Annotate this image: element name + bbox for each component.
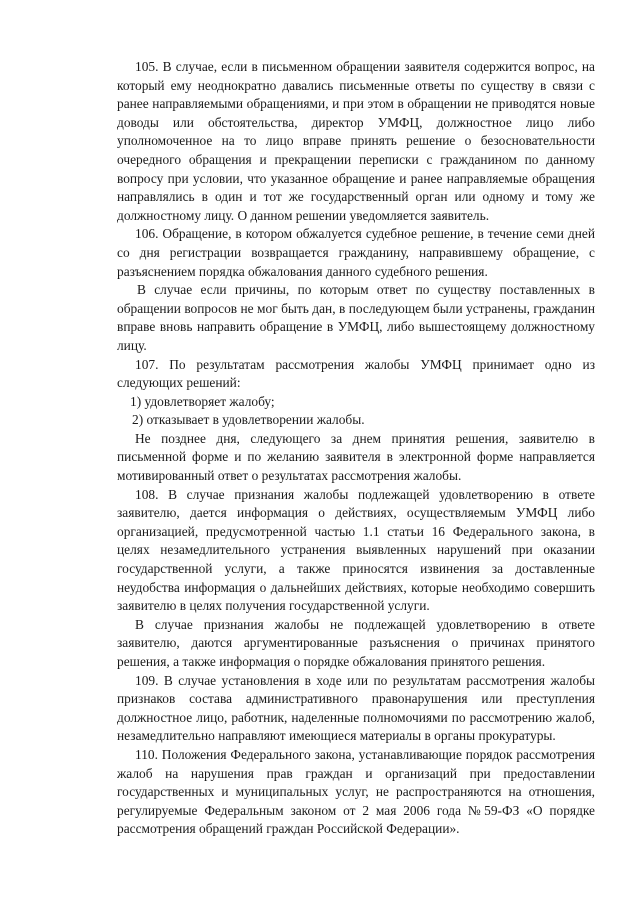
paragraph-106: 106. Обращение, в котором обжалуется судебное решение, в течение семи дней со дня регистрации возвращается гражданину, направившему обращение, с разъяснением порядка обжалования данного судебного решения. [117,226,595,279]
paragraph-108: 108. В случае признания жалобы подлежащей удовлетворению в ответе заявителю, дается информация о действиях, осуществляемым УМФЦ либо организацией, предусмотренной частью 1.1 статьи 16 Федерального закона, в целях незамедлительного устранения выявленных нарушений при оказании государственной услуги, а также приносятся извинения за доставленные неудобства информация о дальнейших действиях, которые необходимо совершить заявителю в целях получения государственной услуги. [117,486,595,614]
paragraph-105: 105. В случае, если в письменном обращении заявителя содержится вопрос, на который ему неоднократно давались письменные ответы по существу в связи с ранее направляемыми обращениями, и при этом в обращении не приводятся новые доводы или обстоятельства, директор УМФЦ, должностное лицо либо уполномоченное на то лицо вправе принять решение о безосновательности очередного обращения и прекращении переписки с гражданином по данному вопросу при условии, что указанное обращение и ранее направляемые обращения направлялись в один и тот же государственный орган или одному и тому же должностному лицу. О данном решении уведомляется заявитель. [117,59,595,223]
list-item-refuse: 2) отказывает в удовлетворении жалобы. [132,412,365,428]
document-body [117,58,595,839]
paragraph-107-response: Не позднее дня, следующего за днем принятия решения, заявителю в письменной форме и по желанию заявителя в электронной форме направляется мотивированный ответ о результатах рассмотрения жалобы. [117,430,595,484]
list-item-satisfy: 1) удовлетворяет жалобу; [130,393,275,409]
paragraph-108-refusal: В случае признания жалобы не подлежащей удовлетворению в ответе заявителю, даются аргументированные разъяснения о причинах принятого решения, а также информация о порядке обжалования принятого решения. [117,616,595,669]
paragraph-109: 109. В случае установления в ходе или по результатам рассмотрения жалобы признаков состава административного правонарушения или преступления должностное лицо, работник, наделенные полномочиями по рассмотрению жалоб, незамедлительно направляют имеющиеся материалы в органы прокуратуры. [117,672,595,744]
paragraph-106-continuation: В случае если причины, по которым ответ по существу поставленных в обращении вопросов не мог быть дан, в последующем были устранены, гражданин вправе вновь направить обращение в УМФЦ, либо вышестоящему должностному лицу. [117,282,595,353]
paragraph-110: 110. Положения Федерального закона, устанавливающие порядок рассмотрения жалоб на нарушения прав граждан и организаций при предоставлении государственных и муниципальных услуг, не распространяются на отношения, регулируемые Федеральным законом от 2 мая 2006 года №59-ФЗ «О порядке рассмотрения обращений граждан Российской Федерации». [117,746,595,837]
paragraph-107: 107. По результатам рассмотрения жалобы УМФЦ принимает одно из следующих решений: [117,356,595,391]
